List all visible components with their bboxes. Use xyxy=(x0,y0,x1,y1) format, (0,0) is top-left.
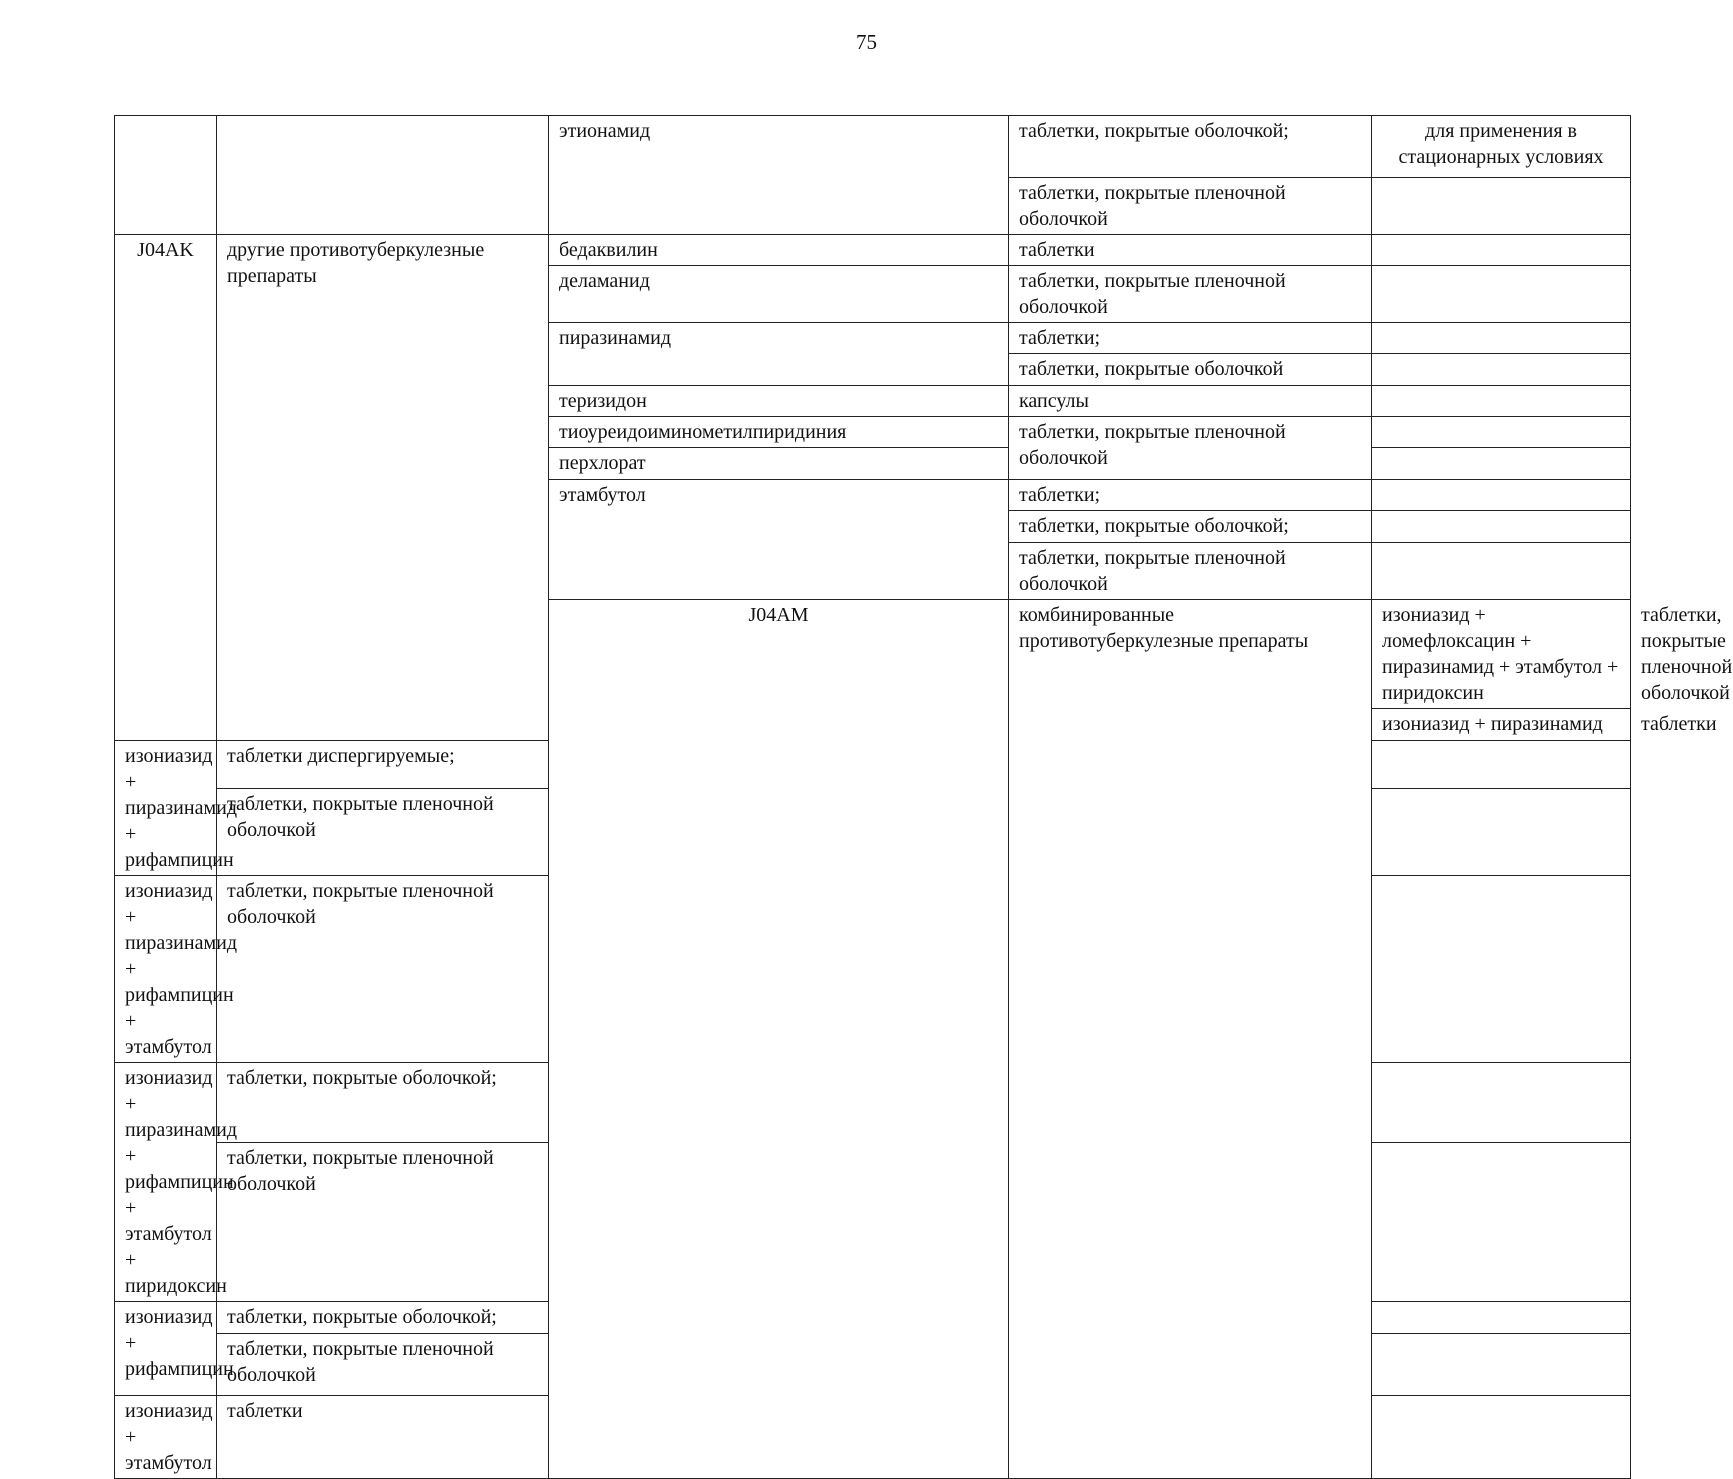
atc-code-cell: J04AM xyxy=(549,600,1009,1479)
atc-code-cell xyxy=(115,116,217,235)
condition-cell xyxy=(1372,386,1631,417)
group-cell xyxy=(217,116,549,235)
drug-name-cell: деламанид xyxy=(549,266,1009,323)
drug-name-cell: бедаквилин xyxy=(549,235,1009,266)
condition-cell xyxy=(1372,511,1631,543)
drug-name-cell: тиоуреидоиминометилпиридиния xyxy=(549,417,1009,448)
table-row: J04AM комбинированные противотуберкулезные препараты изониазид + ломефлоксацин + пиразинамид + этамбутол + пиридоксин таблетки, покрытые пленочной оболочкой xyxy=(115,600,1631,709)
condition-cell xyxy=(1372,1063,1631,1143)
condition-cell xyxy=(1372,876,1631,1063)
dosage-form-cell: таблетки xyxy=(1009,235,1372,266)
condition-cell xyxy=(1372,788,1631,875)
condition-cell xyxy=(1372,323,1631,354)
dosage-form-cell: таблетки, покрытые оболочкой; xyxy=(217,1063,549,1143)
condition-cell xyxy=(1372,480,1631,511)
dosage-form-cell: таблетки диспергируемые; xyxy=(217,741,549,789)
condition-cell xyxy=(1372,417,1631,448)
dosage-form-cell: таблетки, покрытые пленочной оболочкой xyxy=(217,1142,549,1301)
condition-cell xyxy=(1372,266,1631,323)
dosage-form-cell: таблетки, покрытые оболочкой xyxy=(1009,354,1372,386)
drug-name-cell: изониазид + ломефлоксацин + пиразинамид + этамбутол + пиридоксин xyxy=(1372,600,1631,709)
condition-cell: для применения в стационарных условиях xyxy=(1372,116,1631,178)
dosage-form-cell: таблетки, покрытые пленочной оболочкой xyxy=(217,788,549,875)
condition-cell xyxy=(1372,178,1631,235)
drug-name-cell: изониазид + этамбутол xyxy=(115,1396,217,1479)
dosage-form-cell: таблетки, покрытые оболочкой; xyxy=(1009,116,1372,178)
condition-cell xyxy=(1372,354,1631,386)
condition-cell xyxy=(1372,235,1631,266)
drug-name-cell: перхлорат xyxy=(549,448,1009,480)
table-row xyxy=(115,235,1631,266)
drug-list-table xyxy=(114,115,1733,1479)
drug-name-cell: этамбутол xyxy=(549,480,1009,600)
drug-name-cell: изониазид + пиразинамид + рифампицин + этамбутол + пиридоксин xyxy=(115,1063,217,1302)
table-row: изониазид + пиразинамид таблетки xyxy=(115,709,1631,741)
dosage-form-cell: таблетки; xyxy=(1009,323,1372,354)
condition-cell xyxy=(1372,1334,1631,1396)
drug-name-cell: этионамид xyxy=(549,116,1009,235)
group-cell: комбинированные противотуберкулезные препараты xyxy=(1009,600,1372,1479)
page-number: 75 xyxy=(856,30,877,54)
dosage-form-cell: таблетки, покрытые пленочной оболочкой xyxy=(217,1334,549,1396)
drug-name-cell: пиразинамид xyxy=(549,323,1009,386)
dosage-form-cell: таблетки xyxy=(217,1396,549,1479)
drug-name-cell: изониазид + пиразинамид + рифампицин + этамбутол xyxy=(115,876,217,1063)
dosage-form-cell: таблетки, покрытые оболочкой; xyxy=(217,1302,549,1334)
table-row xyxy=(115,116,1631,178)
dosage-form-cell: капсулы xyxy=(1009,386,1372,417)
dosage-form-cell: таблетки, покрытые оболочкой; xyxy=(1009,511,1372,543)
group-cell: другие противотуберкулезные препараты xyxy=(217,235,549,741)
condition-cell xyxy=(1372,1396,1631,1479)
condition-cell xyxy=(1372,448,1631,480)
dosage-form-cell: таблетки, покрытые пленочной оболочкой xyxy=(217,876,549,1063)
dosage-form-cell: таблетки, покрытые пленочной оболочкой xyxy=(1009,266,1372,323)
dosage-form-cell: таблетки; xyxy=(1009,480,1372,511)
condition-cell xyxy=(1372,741,1631,789)
dosage-form-cell: таблетки, покрытые пленочной оболочкой xyxy=(1009,178,1372,235)
condition-cell xyxy=(1372,1142,1631,1301)
condition-cell xyxy=(1372,543,1631,600)
drug-name-cell: изониазид + пиразинамид xyxy=(1372,709,1631,741)
condition-cell xyxy=(1372,1302,1631,1334)
drug-name-cell: изониазид + пиразинамид + рифампицин xyxy=(115,741,217,876)
atc-code-cell: J04AK xyxy=(115,235,217,741)
drug-name-cell: изониазид + рифампицин xyxy=(115,1302,217,1396)
dosage-form-cell: таблетки, покрытые пленочной оболочкой xyxy=(1009,417,1372,480)
dosage-form-cell: таблетки, покрытые пленочной оболочкой xyxy=(1009,543,1372,600)
drug-name-cell: теризидон xyxy=(549,386,1009,417)
